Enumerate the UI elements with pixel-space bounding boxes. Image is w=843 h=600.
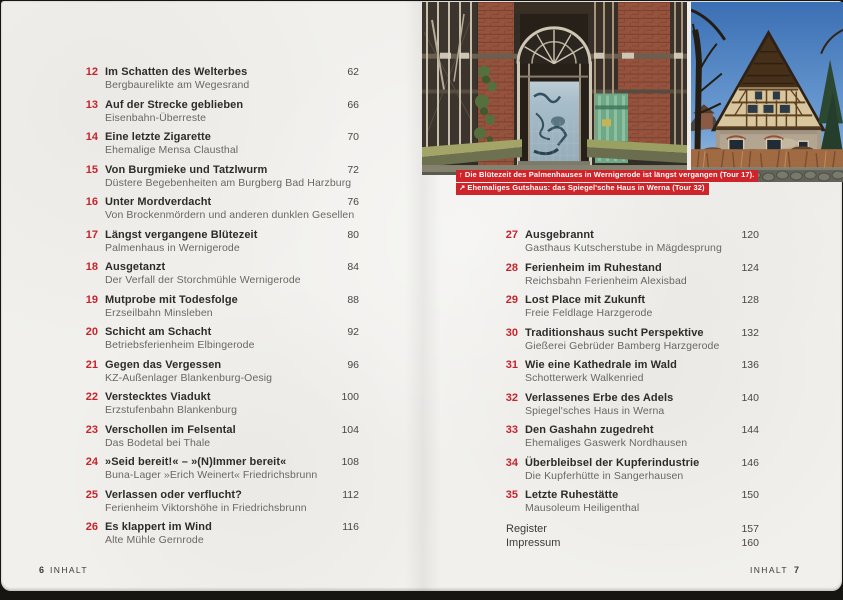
entry-subtitle: Buna-Lager »Erich Weinert« Friedrichsbrunn <box>105 469 318 481</box>
photo-gutshaus-werna <box>691 2 843 182</box>
toc-entry <box>67 66 359 91</box>
entry-page-number: 116 <box>342 521 359 533</box>
entry-subtitle: Gießerei Gebrüder Bamberg Harzgerode <box>525 339 720 352</box>
toc-extra-row <box>501 537 759 551</box>
entry-title: Verschollen im Felsental <box>105 423 236 436</box>
entry-subtitle: Bergbaurelikte am Wegesrand <box>105 79 250 91</box>
entry-number: 19 <box>85 293 98 306</box>
entry-page-number: 132 <box>741 326 759 339</box>
entry-subtitle: Die Kupferhütte in Sangerhausen <box>525 469 684 482</box>
entry-page-number: 140 <box>741 391 759 404</box>
entry-subtitle: Ferienheim Viktorshöhe in Friedrichsbrunn <box>105 501 307 514</box>
entry-number: 31 <box>505 359 518 371</box>
photo-caption-palmenhaus <box>456 170 758 182</box>
entry-number: 15 <box>85 163 98 176</box>
entry-subtitle: Ehemalige Mensa Clausthal <box>105 144 239 156</box>
entry-title: Verlassenes Erbe des Adels <box>525 391 674 404</box>
entry-subtitle: Freie Feldlage Harzgerode <box>525 307 653 319</box>
entry-number: 33 <box>505 424 518 436</box>
extra-page-number: 157 <box>741 523 759 535</box>
entry-subtitle: Alte Mühle Gernrode <box>105 534 204 546</box>
toc-entry <box>501 359 759 384</box>
entry-subtitle: Schotterwerk Walkenried <box>525 372 644 384</box>
extra-label: Impressum <box>506 536 561 549</box>
extra-label: Register <box>506 523 547 535</box>
entry-number: 30 <box>505 326 518 339</box>
entry-page-number: 120 <box>741 229 759 241</box>
entry-title: Auf der Strecke geblieben <box>105 98 244 111</box>
entry-subtitle: KZ-Außenlager Blankenburg-Oesig <box>105 371 273 384</box>
entry-number: 29 <box>505 294 518 306</box>
entry-title: Wie eine Kathedrale im Wald <box>525 359 677 371</box>
entry-subtitle: Reichsbahn Ferienheim Alexisbad <box>525 274 687 287</box>
entry-subtitle: Eisenbahn-Überreste <box>105 111 207 124</box>
toc-entry <box>67 456 359 481</box>
entry-subtitle: Erzseilbahn Minsleben <box>105 306 213 319</box>
entry-page-number: 62 <box>347 66 359 78</box>
toc-left-column <box>67 66 359 554</box>
photo-palmenhaus-ruin <box>422 2 687 175</box>
entry-subtitle: Von Brockenmördern und anderen dunklen Gesellen <box>105 209 355 221</box>
toc-extra-row <box>501 523 759 537</box>
entry-page-number: 124 <box>741 261 759 274</box>
entry-subtitle: Mausoleum Heiligenthal <box>525 502 640 514</box>
photo-caption-gutshaus <box>456 183 709 195</box>
toc-entry <box>67 326 359 351</box>
toc-entry <box>501 327 759 352</box>
entry-subtitle: Erzstufenbahn Blankenburg <box>105 404 238 416</box>
entry-title: Verstecktes Viadukt <box>105 391 211 403</box>
toc-entry <box>501 457 759 482</box>
toc-entry <box>501 262 759 287</box>
entry-title: Es klappert im Wind <box>105 521 212 533</box>
toc-extras <box>501 523 759 550</box>
entry-number: 35 <box>505 489 518 501</box>
entry-number: 13 <box>85 98 98 111</box>
toc-entry <box>67 99 359 124</box>
toc-entry <box>501 229 759 254</box>
book-spread-page <box>1 1 842 591</box>
entry-title: Unter Mordverdacht <box>105 196 212 208</box>
toc-entry <box>67 229 359 254</box>
entry-number: 21 <box>85 358 98 371</box>
toc-entry <box>501 424 759 449</box>
caption-text: Die Blütezeit des Palmenhauses in Wernigerode ist längst vergangen (Tour 17). <box>464 170 755 179</box>
entry-number: 22 <box>85 391 98 403</box>
entry-page-number: 112 <box>342 488 359 501</box>
toc-entry <box>501 489 759 514</box>
entry-number: 28 <box>505 261 518 274</box>
entry-title: Lost Place mit Zukunft <box>525 294 646 306</box>
entry-number: 17 <box>85 228 98 241</box>
right-footer-label: INHALT <box>749 565 788 575</box>
entry-title: Von Burgmieke und Tatzlwurm <box>105 163 268 176</box>
entry-page-number: 108 <box>341 456 359 468</box>
entry-page-number: 66 <box>347 98 359 111</box>
toc-entry <box>67 196 359 221</box>
toc-entry <box>501 392 759 417</box>
entry-subtitle: Palmenhaus in Wernigerode <box>105 241 240 254</box>
toc-entry <box>67 359 359 384</box>
entry-title: Längst vergangene Blütezeit <box>105 228 258 241</box>
entry-number: 16 <box>85 196 98 208</box>
up-arrow-icon: ↑ <box>459 170 463 179</box>
entry-title: Ausgetanzt <box>105 261 166 273</box>
entry-subtitle: Ehemaliges Gaswerk Nordhausen <box>525 437 688 449</box>
entry-subtitle: Spiegel'sches Haus in Werna <box>525 404 665 417</box>
toc-right-entries <box>501 229 759 514</box>
entry-page-number: 144 <box>741 424 759 436</box>
caption-text: Ehemaliges Gutshaus: das Spiegel'sche Haus in Werna (Tour 32) <box>467 183 705 192</box>
toc-entry <box>67 391 359 416</box>
toc-entry <box>67 164 359 189</box>
left-page-footer <box>39 565 94 575</box>
entry-title: Traditionshaus sucht Perspektive <box>525 326 704 339</box>
entry-page-number: 146 <box>741 456 759 469</box>
entry-number: 32 <box>505 391 518 404</box>
entry-page-number: 80 <box>347 228 359 241</box>
entry-subtitle: Gasthaus Kutscherstube in Mägdesprung <box>525 242 722 254</box>
entry-page-number: 128 <box>741 294 759 306</box>
entry-page-number: 92 <box>347 326 359 338</box>
entry-title: Überbleibsel der Kupferindustrie <box>525 456 700 469</box>
extra-page-number: 160 <box>741 536 759 549</box>
entry-page-number: 100 <box>341 391 359 403</box>
entry-title: »Seid bereit!« – »(N)Immer bereit« <box>105 456 287 468</box>
entry-subtitle: Düstere Begebenheiten am Burgberg Bad Harzburg <box>105 176 352 189</box>
entry-subtitle: Der Verfall der Storchmühle Wernigerode <box>105 274 301 286</box>
entry-number: 27 <box>505 229 518 241</box>
entry-title: Eine letzte Zigarette <box>105 131 212 143</box>
toc-right-column <box>501 229 759 550</box>
right-page-footer <box>744 565 799 575</box>
entry-number: 23 <box>85 423 98 436</box>
entry-title: Verlassen oder verflucht? <box>105 488 242 501</box>
entry-title: Den Gashahn zugedreht <box>525 424 654 436</box>
entry-subtitle: Betriebsferienheim Elbingerode <box>105 339 255 351</box>
entry-title: Mutprobe mit Todesfolge <box>105 293 238 306</box>
left-page-number: 6 <box>39 565 45 575</box>
toc-entry <box>67 261 359 286</box>
entry-title: Schicht am Schacht <box>105 326 212 338</box>
toc-entry <box>67 294 359 319</box>
entry-page-number: 84 <box>347 261 359 273</box>
entry-page-number: 72 <box>347 163 359 176</box>
entry-title: Ferienheim im Ruhestand <box>525 261 662 274</box>
entry-number: 26 <box>85 521 98 533</box>
entry-subtitle: Das Bodetal bei Thale <box>105 436 211 449</box>
entry-page-number: 96 <box>347 358 359 371</box>
entry-number: 14 <box>85 131 98 143</box>
entry-title: Ausgebrannt <box>525 229 594 241</box>
entry-page-number: 76 <box>347 196 359 208</box>
toc-entry <box>67 489 359 514</box>
entry-page-number: 70 <box>347 131 359 143</box>
entry-title: Letzte Ruhestätte <box>525 489 619 501</box>
entry-page-number: 104 <box>341 423 359 436</box>
entry-number: 25 <box>85 488 98 501</box>
toc-entry <box>501 294 759 319</box>
entry-page-number: 136 <box>741 359 759 371</box>
toc-entry <box>67 131 359 156</box>
entry-number: 18 <box>85 261 98 273</box>
right-page-number: 7 <box>793 565 799 575</box>
entry-page-number: 88 <box>347 293 359 306</box>
up-right-arrow-icon: ↗ <box>459 183 466 192</box>
entry-title: Gegen das Vergessen <box>105 358 222 371</box>
left-footer-label: INHALT <box>50 565 89 575</box>
toc-entry <box>67 521 359 546</box>
entry-number: 12 <box>85 66 98 78</box>
entry-page-number: 150 <box>741 489 759 501</box>
entry-number: 20 <box>85 326 98 338</box>
toc-entry <box>67 424 359 449</box>
entry-number: 34 <box>505 456 518 469</box>
entry-title: Im Schatten des Welterbes <box>105 66 248 78</box>
entry-number: 24 <box>85 456 98 468</box>
